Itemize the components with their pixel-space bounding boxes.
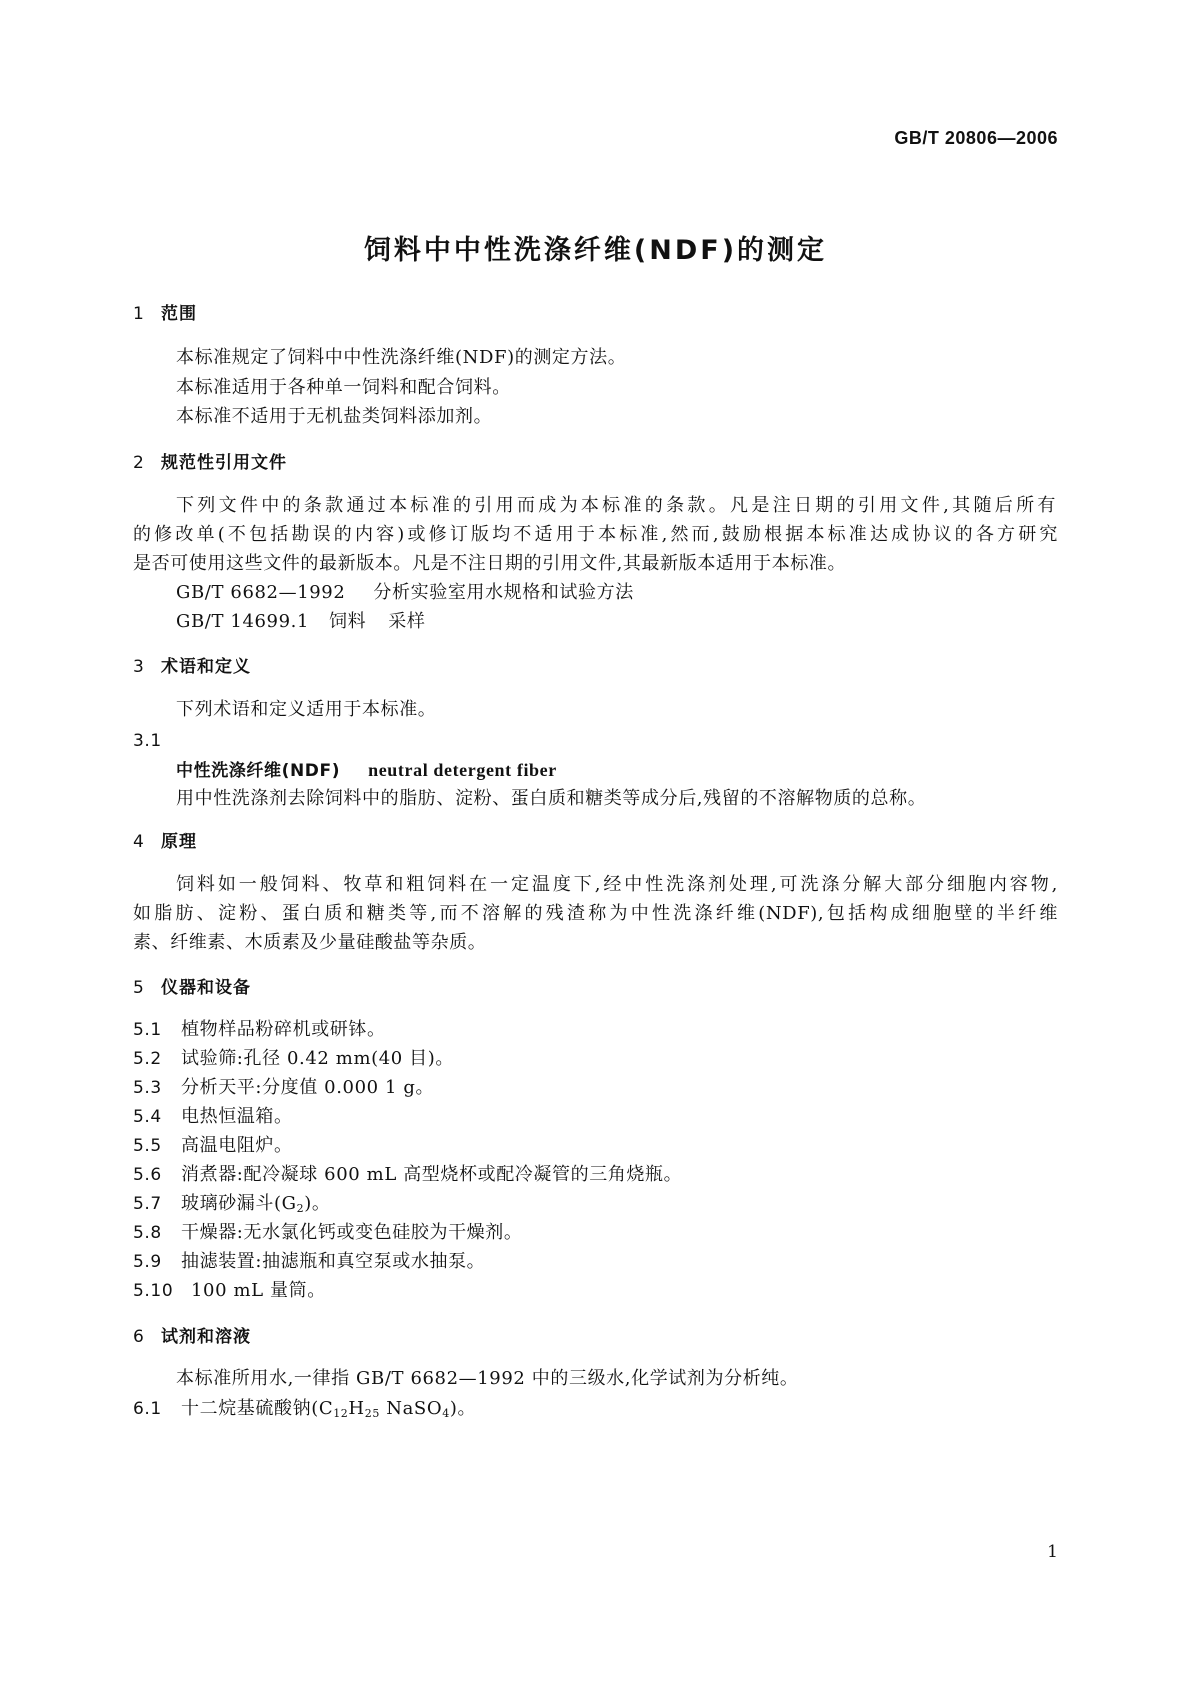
section-2-heading bbox=[133, 451, 287, 475]
list-item bbox=[133, 1397, 476, 1426]
section-1-heading bbox=[133, 302, 197, 326]
list-item bbox=[133, 1134, 293, 1158]
page-number: 1 bbox=[1047, 1542, 1058, 1562]
clause-num: 6.1 bbox=[133, 1399, 162, 1419]
section-number: 3 bbox=[133, 657, 145, 677]
section-5-heading bbox=[133, 976, 251, 1000]
list-item bbox=[133, 1192, 330, 1221]
paragraph: 下列术语和定义适用于本标准。 bbox=[176, 699, 437, 720]
subscript: 2 bbox=[296, 1202, 305, 1215]
reference-title: 分析实验室用水规格和试验方法 bbox=[373, 582, 634, 603]
item-text: 玻璃砂漏斗(G bbox=[181, 1193, 297, 1214]
paragraph: 本标准不适用于无机盐类饲料添加剂。 bbox=[176, 406, 493, 427]
section-number: 4 bbox=[133, 832, 145, 852]
reference-1 bbox=[176, 581, 634, 605]
section-3-heading bbox=[133, 655, 251, 679]
paragraph-line: 是否可使用这些文件的最新版本。凡是不注日期的引用文件,其最新版本适用于本标准。 bbox=[133, 553, 847, 574]
section-title: 仪器和设备 bbox=[161, 978, 251, 998]
list-item bbox=[133, 1018, 386, 1042]
paragraph-line bbox=[176, 494, 1056, 518]
paragraph: 本标准适用于各种单一饲料和配合饲料。 bbox=[176, 377, 511, 398]
clause-num: 5.4 bbox=[133, 1107, 162, 1127]
section-6-heading bbox=[133, 1325, 251, 1349]
paragraph: 本标准所用水,一律指 GB/T 6682—1992 中的三级水,化学试剂为分析纯。 bbox=[176, 1368, 799, 1389]
list-item bbox=[133, 1105, 293, 1129]
item-text: )。 bbox=[304, 1193, 331, 1214]
paragraph: 本标准规定了饲料中中性洗涤纤维(NDF)的测定方法。 bbox=[176, 347, 627, 368]
list-item bbox=[133, 1076, 434, 1100]
list-item bbox=[133, 1047, 454, 1071]
list-item bbox=[133, 1221, 522, 1245]
reference-code: GB/T 14699.1 bbox=[176, 611, 310, 632]
item-text: 试验筛:孔径 0.42 mm(40 目)。 bbox=[181, 1048, 454, 1069]
clause-num: 5.3 bbox=[133, 1078, 162, 1098]
term-english: neutral detergent fiber bbox=[368, 760, 557, 780]
item-text: 100 mL 量筒。 bbox=[191, 1280, 326, 1301]
section-4-heading bbox=[133, 830, 197, 854]
paragraph-text: 的修改单(不包括勘误的内容)或修订版均不适用于本标准,然而,鼓励根据本标准达成协议的各方研究 bbox=[133, 524, 1058, 545]
item-text: 高温电阻炉。 bbox=[181, 1135, 293, 1156]
subscript: 4 bbox=[442, 1407, 450, 1420]
item-text: 植物样品粉碎机或研钵。 bbox=[181, 1019, 386, 1040]
section-number: 1 bbox=[133, 304, 145, 324]
clause-num: 5.2 bbox=[133, 1049, 162, 1069]
paragraph-line bbox=[133, 902, 1058, 926]
term-definition: 用中性洗涤剂去除饲料中的脂肪、淀粉、蛋白质和糖类等成分后,残留的不溶解物质的总称。 bbox=[176, 788, 927, 809]
item-text: )。 bbox=[449, 1398, 477, 1419]
section-number: 5 bbox=[133, 978, 145, 998]
clause-num: 5.7 bbox=[133, 1194, 162, 1214]
item-text: NaSO bbox=[379, 1398, 443, 1419]
clause-num: 5.9 bbox=[133, 1252, 162, 1272]
clause-number bbox=[133, 729, 181, 753]
section-title: 术语和定义 bbox=[161, 657, 251, 677]
paragraph-line bbox=[176, 873, 1058, 897]
subscript: 12 bbox=[333, 1407, 349, 1420]
document-title: 饲料中中性洗涤纤维(NDF)的测定 bbox=[363, 235, 828, 266]
reference-2 bbox=[176, 610, 425, 634]
item-text: 电热恒温箱。 bbox=[181, 1106, 293, 1127]
reference-code: GB/T 6682—1992 bbox=[176, 582, 346, 603]
clause-num: 5.5 bbox=[133, 1136, 162, 1156]
paragraph-text: 饲料如一般饲料、牧草和粗饲料在一定温度下,经中性洗涤剂处理,可洗涤分解大部分细胞内容物, bbox=[176, 874, 1058, 895]
clause-num: 5.1 bbox=[133, 1020, 162, 1040]
item-text: 干燥器:无水氯化钙或变色硅胶为干燥剂。 bbox=[181, 1222, 523, 1243]
term-entry bbox=[176, 758, 557, 783]
clause-num: 5.8 bbox=[133, 1223, 162, 1243]
section-number: 2 bbox=[133, 453, 145, 473]
term-chinese: 中性洗涤纤维(NDF) bbox=[176, 761, 341, 781]
subscript: 25 bbox=[364, 1407, 380, 1420]
section-title: 试剂和溶液 bbox=[161, 1327, 251, 1347]
clause-num: 3.1 bbox=[133, 731, 162, 751]
item-text: 分析天平:分度值 0.000 1 g。 bbox=[181, 1077, 435, 1098]
reference-title: 采样 bbox=[388, 611, 426, 632]
item-text: 十二烷基硫酸钠(C bbox=[181, 1398, 334, 1419]
section-title: 规范性引用文件 bbox=[161, 453, 287, 473]
paragraph-line bbox=[133, 523, 1058, 547]
section-title: 原理 bbox=[161, 832, 197, 852]
standard-code: GB/T 20806—2006 bbox=[894, 128, 1058, 148]
section-number: 6 bbox=[133, 1327, 145, 1347]
list-item bbox=[133, 1279, 326, 1303]
item-text: H bbox=[348, 1398, 365, 1419]
section-title: 范围 bbox=[161, 304, 197, 324]
paragraph-text: 下列文件中的条款通过本标准的引用而成为本标准的条款。凡是注日期的引用文件,其随后所有 bbox=[176, 495, 1056, 516]
item-text: 消煮器:配冷凝球 600 mL 高型烧杯或配冷凝管的三角烧瓶。 bbox=[181, 1164, 683, 1185]
list-item bbox=[133, 1163, 682, 1187]
clause-num: 5.6 bbox=[133, 1165, 162, 1185]
item-text: 抽滤装置:抽滤瓶和真空泵或水抽泵。 bbox=[181, 1251, 486, 1272]
paragraph-text: 如脂肪、淀粉、蛋白质和糖类等,而不溶解的残渣称为中性洗涤纤维(NDF),包括构成细胞壁的半纤维 bbox=[133, 903, 1058, 924]
clause-num: 5.10 bbox=[133, 1281, 174, 1301]
reference-title: 饲料 bbox=[329, 611, 367, 632]
list-item bbox=[133, 1250, 485, 1274]
paragraph-line: 素、纤维素、木质素及少量硅酸盐等杂质。 bbox=[133, 932, 487, 953]
